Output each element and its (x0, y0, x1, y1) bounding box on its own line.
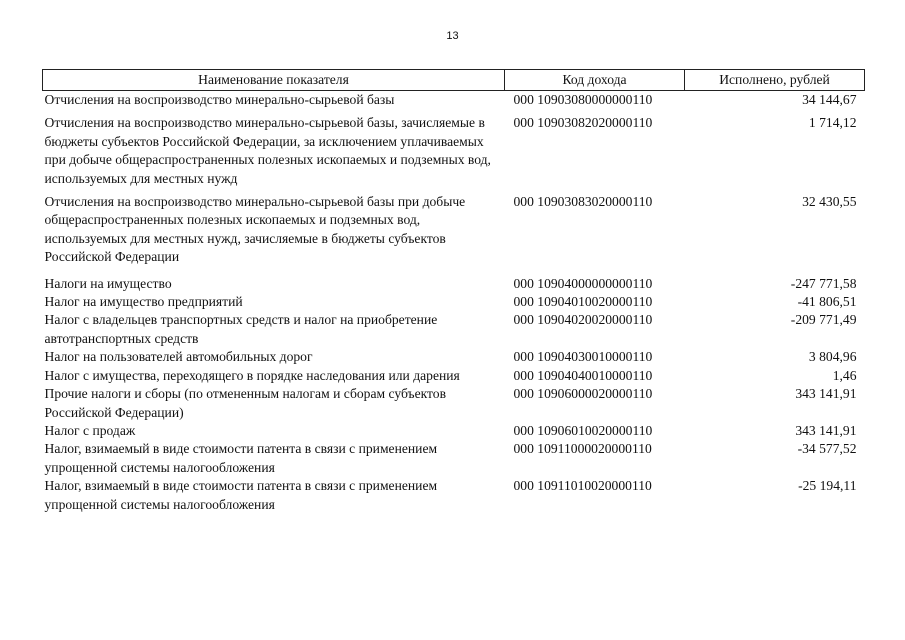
row-name: Налог с имущества, переходящего в порядке наследования или дарения (44, 367, 460, 383)
table-row (43, 293, 865, 311)
table-body (43, 91, 865, 514)
table-row (43, 193, 865, 275)
row-name: Прочие налоги и сборы (по отмененным налогам и сборам субъектов Российской Федерации) (44, 386, 447, 420)
row-name: Отчисления на воспроизводство минерально-сырьевой базы при добыче общераспространенных полезных ископаемых и подземных вод, используемых для местных нужд, зачисляемые в бюджеты субъектов Российской Федерации (44, 194, 466, 265)
row-value: 3 804,96 (808, 349, 857, 365)
row-code: 000 10903083020000110 (513, 194, 653, 210)
header-name: Наименование показателя (43, 70, 505, 91)
row-name: Налог на пользователей автомобильных дорог (44, 349, 313, 365)
page-number: 13 (446, 30, 459, 42)
table-row (43, 275, 865, 293)
row-value: 1 714,12 (808, 115, 857, 131)
table-header (43, 70, 865, 91)
table-row (43, 385, 865, 422)
row-name: Налог, взимаемый в виде стоимости патента в связи с применением упрощенной системы налогообложения (44, 478, 438, 512)
row-value: 343 141,91 (795, 386, 857, 402)
row-code: 000 10904040010000110 (513, 367, 653, 383)
row-value: -41 806,51 (797, 294, 857, 310)
row-code: 000 10903080000000110 (513, 92, 653, 107)
table-row (43, 114, 865, 193)
table-row (43, 91, 865, 115)
header-value: Исполнено, рублей (685, 70, 865, 91)
row-code: 000 10906000020000110 (513, 386, 653, 402)
row-code: 000 10904020020000110 (513, 312, 653, 328)
header-row (43, 70, 865, 91)
row-name: Налог на имущество предприятий (44, 294, 243, 310)
row-name: Налоги на имущество (44, 275, 172, 291)
row-value: 1,46 (832, 367, 857, 383)
row-value: -209 771,49 (790, 312, 857, 328)
table-row (43, 367, 865, 385)
row-name: Налог, взимаемый в виде стоимости патента в связи с применением упрощенной системы налогообложения (44, 441, 438, 475)
table-row (43, 422, 865, 440)
row-code: 000 10911010020000110 (513, 478, 652, 494)
row-code: 000 10904030010000110 (513, 349, 653, 365)
row-code: 000 10906010020000110 (513, 422, 653, 438)
table-row (43, 311, 865, 348)
row-name: Отчисления на воспроизводство минерально-сырьевой базы (44, 92, 395, 107)
row-name: Отчисления на воспроизводство минерально-сырьевой базы, зачисляемые в бюджеты субъектов Российской Федерации, за исключением уплачиваемых при добыче общераспространенных полезных ископаемых и подземных вод, используемых для местных нужд (44, 115, 491, 186)
row-value: 34 144,67 (802, 92, 857, 107)
table-row (43, 348, 865, 366)
row-name: Налог с владельцев транспортных средств и налог на приобретение автотранспортных средств (44, 312, 438, 346)
revenue-table (42, 69, 865, 514)
header-code: Код дохода (505, 70, 685, 91)
row-code: 000 10904010020000110 (513, 294, 653, 310)
row-code: 000 10903082020000110 (513, 115, 653, 131)
row-code: 000 10904000000000110 (513, 275, 653, 291)
row-value: -25 194,11 (798, 478, 857, 494)
table-row (43, 440, 865, 477)
row-name: Налог с продаж (44, 422, 136, 438)
row-value: 343 141,91 (795, 422, 857, 438)
row-code: 000 10911000020000110 (513, 441, 652, 457)
row-value: -247 771,58 (790, 275, 857, 291)
row-value: -34 577,52 (797, 441, 857, 457)
table-row (43, 477, 865, 514)
row-value: 32 430,55 (802, 194, 857, 210)
